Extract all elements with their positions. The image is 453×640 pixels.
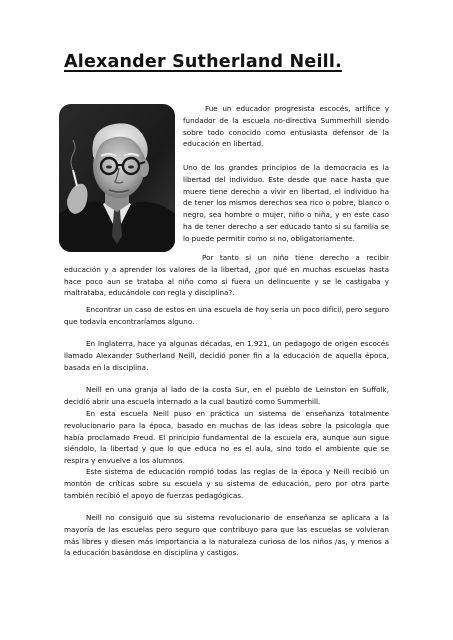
portrait-photo [59,104,175,252]
paragraph-9: Neill no consiguió que su sistema revolucionario de enseñanza se aplicara a la mayoría de las escuelas pero seguro que contribuyo para que las escuelas se volvieran más libres y diesen más importancia a la naturaleza curiosa de los niños /as, y menos a la educación basándose en disciplina y castigos. [64,513,389,558]
paragraph-8: Este sistema de educación rompió todas las reglas de la época y Neill recibió un montón de críticas sobre su escuela y su sistema de educación, pero por otra parte también recibió el apoyo de fuerzas pedagógicas. [64,467,389,500]
paragraph-3: Por tanto si un niño tiene derecho a recibir educación y a aprender los valores de la libertad, ¿por qué en muchas escuelas hasta hace poco aun se trataba al niño como si fuera un delincuente y se le castigaba y maltrataba, educándole con regla y disciplina?. [64,253,389,298]
paragraph-2: Uno de los grandes principios de la democracia es la libertad del individuo. Este desde que nace hasta que muere tiene derecho a vivir en libertad, el individuo ha de tener los mismos derechos sea rico o pobre, blanco o negro, sea hombre o mujer, niño o niña, y en este caso ha de tener derecho a ser educado tanto si su familia se lo puede permitir como si no, obligatoriamente. [183,163,389,243]
paragraph-1: Fue un educador progresista escocés, artífice y fundador de la escuela no-directiva Summerhill siendo sobre todo conocido como entusiasta defensor de la educación en libertad. [183,104,389,149]
paragraph-4: Encontrar un caso de estos en una escuela de hoy sería un poco difícil, pero seguro que todavía encontraríamos alguno. [64,305,389,326]
page-title: Alexander Sutherland Neill. [64,52,342,72]
paragraph-6: Neill en una granja al lado de la costa Sur, en el pueblo de Leinston en Suffolk, decidió abrir una escuela internado a la cual bautizó como Summerhill. [64,385,389,406]
paragraph-5: En Inglaterra, hace ya algunas décadas, en 1.921, un pedagogo de origen escocés llamado Alexander Sutherland Neill, decidió poner fin a la educación de aquella época, basada en la disciplina. [64,339,389,372]
portrait-image [59,104,175,252]
paragraph-7: En esta escuela Neill puso en práctica un sistema de enseñanza totalmente revolucionario para la época, basado en muchas de las ideas sobre la psicología que había proclamado Freud. El principio fundamental de la escuela era, aunque aun sigue siéndolo, la libertad y que lo que educa no es el aula, sino todo el ambiente que se respira y envuelve a los alumnos. [64,409,389,466]
